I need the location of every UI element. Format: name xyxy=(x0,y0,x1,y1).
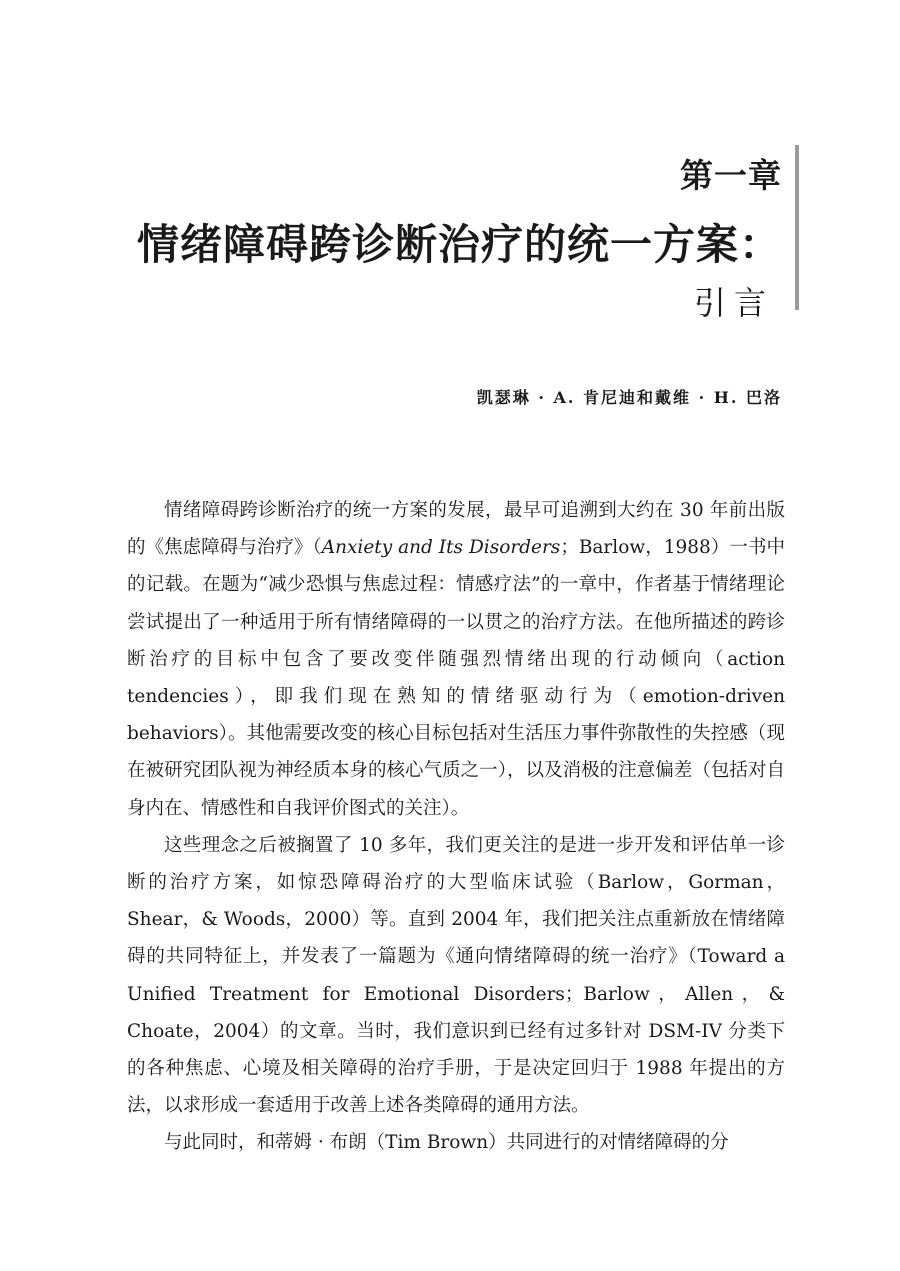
body-text xyxy=(127,492,785,1162)
authors-line: 凯瑟琳 · A. 肯尼迪和戴维 · H. 巴洛 xyxy=(476,388,782,407)
paragraph-1 xyxy=(127,492,785,827)
chapter-heading xyxy=(100,150,800,322)
chapter-number: 第一章 xyxy=(680,156,782,195)
book-title-italic: Anxiety and Its Disorders xyxy=(321,537,561,559)
chapter-subtitle: 引言 xyxy=(693,284,774,322)
paragraph-1-part-a: 情绪障碍跨诊断治疗的统一方案的发展，最早可追溯到大约在 30 年前出版的《焦虑障碍与治疗》（ xyxy=(127,500,785,559)
chapter-title: 情绪障碍跨诊断治疗的统一方案： xyxy=(136,220,782,269)
paragraph-2: 这些理念之后被搁置了 10 多年，我们更关注的是进一步开发和评估单一诊断的治疗方案，如惊恐障碍治疗的大型临床试验（Barlow，Gorman，Shear，& Woods，2000）等。直到 2004 年，我们把关注点重新放在情绪障碍的共同特征上，并发表了一篇题为《通向情绪障碍的统一治疗》（Toward a Unified Treatment for Emotional Disorders；Barlow，Allen，& Choate，2004）的文章。当时，我们意识到已经有过多针对 DSM-IV 分类下的各种焦虑、心境及相关障碍的治疗手册，于是决定回归于 1988 年提出的方法，以求形成一套适用于改善上述各类障碍的通用方法。 xyxy=(127,834,785,1117)
paragraph-3: 与此同时，和蒂姆 · 布朗（Tim Brown）共同进行的对情绪障碍的分 xyxy=(164,1132,729,1154)
paragraph-1-part-b: ；Barlow，1988）一书中的记载。在题为“减少恐惧与焦虑过程：情感疗法”的一章中，作者基于情绪理论尝试提出了一种适用于所有情绪障碍的一以贯之的治疗方法。在他所描述的跨诊断治疗的目标中包含了要改变伴随强烈情绪出现的行动倾向（action tendencies），即我们现在熟知的情绪驱动行为（emotion-driven behaviors）。其他需要改变的核心目标包括对生活压力事件弥散性的失控感（现在被研究团队视为神经质本身的核心气质之一），以及消极的注意偏差（包括对自身内在、情感性和自我评价图式的关注）。 xyxy=(127,537,785,819)
